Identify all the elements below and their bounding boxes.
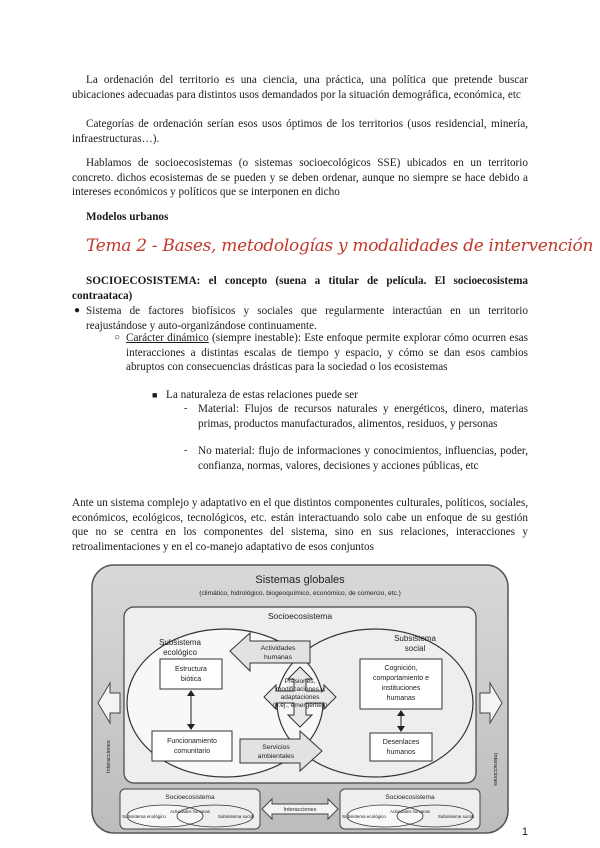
bullet-sistema-text: Sistema de factores biofísicos y sociales que regularmente interactúan en un territorio reajustándose y auto-organizándose continuamente. (86, 305, 528, 332)
bullet-sistema (74, 304, 528, 333)
presiones-line2: modificaciones y (275, 686, 325, 693)
eco-title-line1: Subsistema (159, 638, 201, 647)
desenlaces-line2: humanos (386, 749, 416, 756)
bottom-right-soc-label: Subsistema social (437, 814, 475, 819)
cognicion-line3: instituciones (381, 685, 421, 692)
funcionamiento-line1: Funcionamiento (167, 738, 217, 745)
bottom-left-act-label: Actividades humanas (170, 809, 210, 814)
right-side-label: Interacciones (492, 753, 498, 786)
funcionamiento-line2: comunitario (173, 748, 211, 755)
bottom-right-title: Socioecosistema (385, 794, 435, 801)
socioecosistema-heading: SOCIOECOSISTEMA: el concepto (suena a titular de película. El socioecosistema contraataca) (72, 275, 528, 302)
paragraph-ordenacion: La ordenación del territorio es una ciencia, una práctica, una política que pretende buscar ubicaciones adecuadas para distintos usos demandados por la situación demográfica, económica, etc (72, 74, 528, 101)
bullet-circle-icon: ○ (114, 332, 121, 343)
desenlaces-box (370, 733, 432, 761)
bottom-left-soc-label: Subsistema social (217, 814, 255, 819)
paragraph-categorias: Categorías de ordenación serían esos usos óptimos de los territorios (usos residencial, minería, infraestructuras…). (72, 118, 528, 145)
bullet-naturaleza (152, 388, 528, 403)
bullet-no-material-text: No material: flujo de informaciones y conocimientos, influencias, poder, confianza, normas, valores, decisiones y acciones públicas, etc (198, 445, 528, 472)
presiones-line4: (p.ej., emergentes) (272, 702, 328, 709)
estructura-line2: biótica (180, 676, 202, 683)
socioecosystem-title: Socioecosistema (267, 611, 333, 621)
desenlaces-line1: Desenlaces (382, 739, 420, 746)
socioecosystem-diagram (90, 563, 510, 835)
page-number: 1 (521, 826, 528, 838)
paragraph-sistema-complejo: Ante un sistema complejo y adaptativo en el que distintos componentes culturales, políticos, sociales, económicos, ecológicos, tecnológicos, etc. están interactuando solo cabe un enfoque de su gestión que no se centra en los componentes del sistema, sino en sus relaciones, interacciones y retroalimentaciones y en el co-manejo adaptativo de esos conjuntos (72, 497, 528, 553)
global-systems-subtitle: (climático, hidrológico, biogeoquímico, económico, de comercio, etc.) (199, 590, 401, 597)
paragraph-socioecosistemas: Hablamos de socioecosistemas (o sistemas socioecológicos SSE) ubicados en un territorio concreto. dichos ecosistemas de se pueden y se deben ordenar, aunque no siempre se hace debido a intereses económicos y políticos que se interponen en dicho (72, 157, 528, 199)
bullet-dash-icon: - (184, 403, 188, 414)
estructura-biotica-box (160, 659, 222, 689)
cognicion-line4: humanas (386, 695, 416, 702)
soc-title-line2: social (404, 644, 426, 653)
servicios-line1: Servicios (262, 744, 290, 751)
funcionamiento-box (152, 731, 232, 761)
presiones-line3: adaptaciones (280, 694, 320, 701)
tema-title: Tema 2 - Bases, metodologías y modalidades de intervención (86, 236, 594, 256)
soc-title-line1: Subsistema (394, 634, 436, 643)
bullet-naturaleza-text: La naturaleza de estas relaciones puede ser (166, 389, 358, 401)
cognicion-line2: comportamiento e (372, 675, 430, 682)
presiones-line1: Presiones, (284, 678, 316, 685)
bullet-no-material (184, 444, 528, 473)
caracter-rest-text: (siempre inestable): Este enfoque permite explorar cómo ocurren esas interacciones a distintas escalas de tiempo y espacio, y cómo se dan esos cambios abruptos con consecuencias drásticas para la sociedad o los ecosistemas (126, 332, 528, 374)
estructura-line1: Estructura (175, 666, 207, 673)
bottom-right-eco-label: Subsistema ecológico (342, 814, 386, 819)
bullet-disc-icon: ● (74, 305, 81, 316)
modelos-urbanos-heading: Modelos urbanos (86, 211, 169, 223)
bottom-left-eco-label: Subsistema ecológico (122, 814, 166, 819)
bullet-material (184, 402, 528, 431)
caracter-dinamico-label: Carácter dinámico (126, 332, 209, 344)
cognicion-line1: Cognición, (384, 665, 418, 672)
servicios-line2: ambientales (257, 753, 295, 760)
global-systems-title: Sistemas globales (255, 574, 345, 586)
bottom-right-act-label: Actividades humanas (390, 809, 430, 814)
bullet-square-icon: ■ (152, 390, 158, 400)
eco-title-line2: ecológico (163, 648, 197, 657)
bottom-left-title: Socioecosistema (165, 794, 215, 801)
left-side-label: Interacciones (106, 740, 112, 773)
bullet-caracter (114, 331, 528, 375)
actividades-line1: Actividades (260, 645, 296, 652)
bullet-dash-icon: - (184, 445, 188, 456)
bottom-mid-label: Interacciones (283, 807, 317, 813)
bullet-material-text: Material: Flujos de recursos naturales y energéticos, dinero, materias primas, productos manufacturados, alimentos, residuos, y personas (198, 403, 528, 430)
bullet-caracter-text (126, 331, 528, 375)
actividades-line2: humanas (264, 654, 292, 661)
